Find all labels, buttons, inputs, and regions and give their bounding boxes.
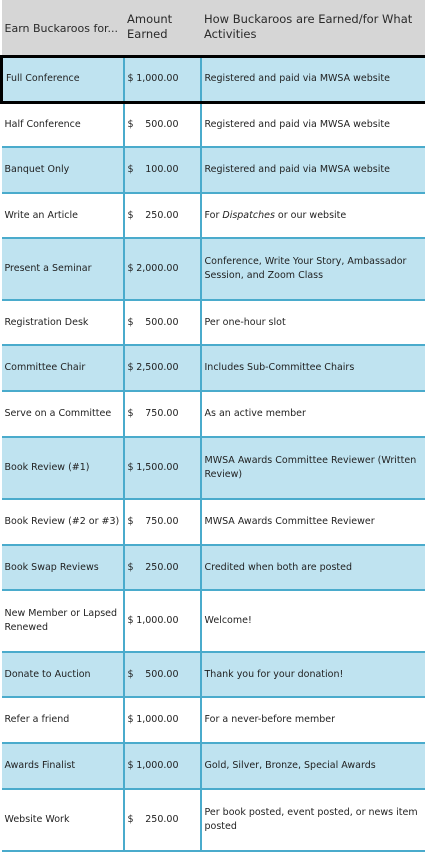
- amount-cell: [124, 697, 201, 743]
- table-header: [2, 0, 425, 56]
- amount-value: [128, 209, 197, 223]
- how-earned-cell: [201, 437, 425, 499]
- amount-cell: [124, 590, 201, 652]
- how-earned-cell: [201, 743, 425, 789]
- how-earned-cell: [201, 499, 425, 545]
- amount-cell: [124, 652, 201, 697]
- activity-cell: Book Swap Reviews: [2, 545, 124, 590]
- how-earned-italic: Dispatches: [222, 210, 275, 221]
- how-earned-text: MWSA Awards Committee Reviewer: [205, 516, 375, 527]
- amount-cell: [124, 147, 201, 193]
- amount-cell: [124, 743, 201, 789]
- how-earned-text: Includes Sub-Committee Chairs: [205, 362, 355, 373]
- how-earned-cell: [201, 300, 425, 345]
- amount-cell: [124, 193, 201, 238]
- table-row: [2, 590, 425, 652]
- amount-value: [128, 72, 197, 86]
- amount-value: [128, 515, 197, 529]
- how-earned-cell: [201, 56, 425, 102]
- currency-symbol: $: [128, 614, 136, 628]
- amount-value: [128, 262, 197, 276]
- amount-cell: [124, 545, 201, 590]
- activity-cell: Half Conference: [2, 102, 124, 147]
- how-earned-text: For a never-before member: [205, 714, 336, 725]
- header-row: [2, 0, 425, 56]
- amount-number: 1,000.00: [136, 759, 196, 773]
- table-row: [2, 652, 425, 697]
- how-earned-text: For: [205, 210, 223, 221]
- currency-symbol: $: [128, 209, 136, 223]
- how-earned-cell: [201, 391, 425, 437]
- amount-number: 2,500.00: [136, 361, 196, 375]
- how-earned-text: Gold, Silver, Bronze, Special Awards: [205, 760, 376, 771]
- amount-value: [128, 461, 197, 475]
- how-earned-cell: [201, 697, 425, 743]
- currency-symbol: $: [128, 262, 136, 276]
- how-earned-cell: [201, 345, 425, 391]
- table-row: [2, 499, 425, 545]
- table-row: [2, 238, 425, 300]
- amount-value: [128, 361, 197, 375]
- amount-number: 1,000.00: [136, 72, 196, 86]
- activity-cell: Registration Desk: [2, 300, 124, 345]
- amount-number: 1,000.00: [136, 713, 196, 727]
- amount-number: 250.00: [145, 561, 196, 575]
- amount-value: [128, 163, 197, 177]
- currency-symbol: $: [128, 163, 136, 177]
- amount-value: [128, 614, 197, 628]
- activity-cell: Book Review (#1): [2, 437, 124, 499]
- table-row: [2, 697, 425, 743]
- amount-number: 1,000.00: [136, 614, 196, 628]
- table-row: [2, 300, 425, 345]
- how-earned-cell: [201, 147, 425, 193]
- amount-cell: [124, 391, 201, 437]
- how-earned-text: Registered and paid via MWSA website: [205, 164, 390, 175]
- header-earn-for: Earn Buckaroos for...: [2, 0, 124, 56]
- amount-number: 100.00: [145, 163, 196, 177]
- activity-cell: New Member or Lapsed Renewed: [2, 590, 124, 652]
- how-earned-text: Per one-hour slot: [205, 317, 286, 328]
- header-amount: Amount Earned: [124, 0, 201, 56]
- table-row: [2, 789, 425, 851]
- how-earned-cell: [201, 102, 425, 147]
- how-earned-text: Credited when both are posted: [205, 562, 353, 573]
- activity-cell: Website Work: [2, 789, 124, 851]
- table-row: [2, 56, 425, 102]
- amount-value: [128, 561, 197, 575]
- activity-cell: Present a Seminar: [2, 238, 124, 300]
- amount-value: [128, 668, 197, 682]
- how-earned-cell: [201, 789, 425, 851]
- currency-symbol: $: [128, 713, 136, 727]
- how-earned-cell: [201, 545, 425, 590]
- activity-cell: Donate to Auction: [2, 652, 124, 697]
- currency-symbol: $: [128, 813, 136, 827]
- currency-symbol: $: [128, 118, 136, 132]
- table-row: [2, 102, 425, 147]
- activity-cell: Full Conference: [2, 56, 124, 102]
- activity-cell: Awards Finalist: [2, 743, 124, 789]
- amount-cell: [124, 345, 201, 391]
- activity-cell: Book Review (#2 or #3): [2, 499, 124, 545]
- table-row: [2, 743, 425, 789]
- amount-number: 500.00: [145, 668, 196, 682]
- amount-cell: [124, 102, 201, 147]
- how-earned-text: MWSA Awards Committee Reviewer (Written Review): [205, 455, 417, 480]
- how-earned-text: Per book posted, event posted, or news item posted: [205, 807, 418, 832]
- amount-number: 2,000.00: [136, 262, 196, 276]
- how-earned-text: Thank you for your donation!: [205, 669, 344, 680]
- amount-value: [128, 118, 197, 132]
- currency-symbol: $: [128, 72, 136, 86]
- activity-cell: Refer a friend: [2, 697, 124, 743]
- currency-symbol: $: [128, 361, 136, 375]
- how-earned-cell: [201, 238, 425, 300]
- currency-symbol: $: [128, 561, 136, 575]
- amount-value: [128, 713, 197, 727]
- currency-symbol: $: [128, 461, 136, 475]
- amount-cell: [124, 437, 201, 499]
- how-earned-text: Welcome!: [205, 615, 252, 626]
- amount-value: [128, 813, 197, 827]
- currency-symbol: $: [128, 668, 136, 682]
- amount-cell: [124, 499, 201, 545]
- amount-number: 500.00: [145, 118, 196, 132]
- how-earned-text: As an active member: [205, 408, 306, 419]
- header-how-earned: How Buckaroos are Earned/for What Activities: [201, 0, 425, 56]
- activity-cell: Serve on a Committee: [2, 391, 124, 437]
- amount-number: 750.00: [145, 407, 196, 421]
- how-earned-text: Registered and paid via MWSA website: [205, 73, 390, 84]
- how-earned-text: Registered and paid via MWSA website: [205, 119, 390, 130]
- amount-number: 250.00: [145, 209, 196, 223]
- amount-value: [128, 759, 197, 773]
- amount-cell: [124, 789, 201, 851]
- activity-cell: Committee Chair: [2, 345, 124, 391]
- activity-cell: Write an Article: [2, 193, 124, 238]
- table-row: [2, 391, 425, 437]
- how-earned-cell: [201, 652, 425, 697]
- amount-value: [128, 407, 197, 421]
- how-earned-cell: [201, 193, 425, 238]
- table-row: [2, 545, 425, 590]
- amount-number: 500.00: [145, 316, 196, 330]
- currency-symbol: $: [128, 316, 136, 330]
- currency-symbol: $: [128, 515, 136, 529]
- table-row: [2, 147, 425, 193]
- how-earned-cell: [201, 590, 425, 652]
- amount-number: 750.00: [145, 515, 196, 529]
- how-earned-text: Conference, Write Your Story, Ambassador Session, and Zoom Class: [205, 256, 407, 281]
- amount-number: 1,500.00: [136, 461, 196, 475]
- currency-symbol: $: [128, 759, 136, 773]
- amount-cell: [124, 238, 201, 300]
- amount-number: 250.00: [145, 813, 196, 827]
- amount-cell: [124, 300, 201, 345]
- currency-symbol: $: [128, 407, 136, 421]
- table-body: [2, 56, 425, 851]
- table-row: [2, 345, 425, 391]
- how-earned-text-after: or our website: [275, 210, 346, 221]
- table-row: [2, 193, 425, 238]
- table-row: [2, 437, 425, 499]
- amount-cell: [124, 56, 201, 102]
- amount-value: [128, 316, 197, 330]
- activity-cell: Banquet Only: [2, 147, 124, 193]
